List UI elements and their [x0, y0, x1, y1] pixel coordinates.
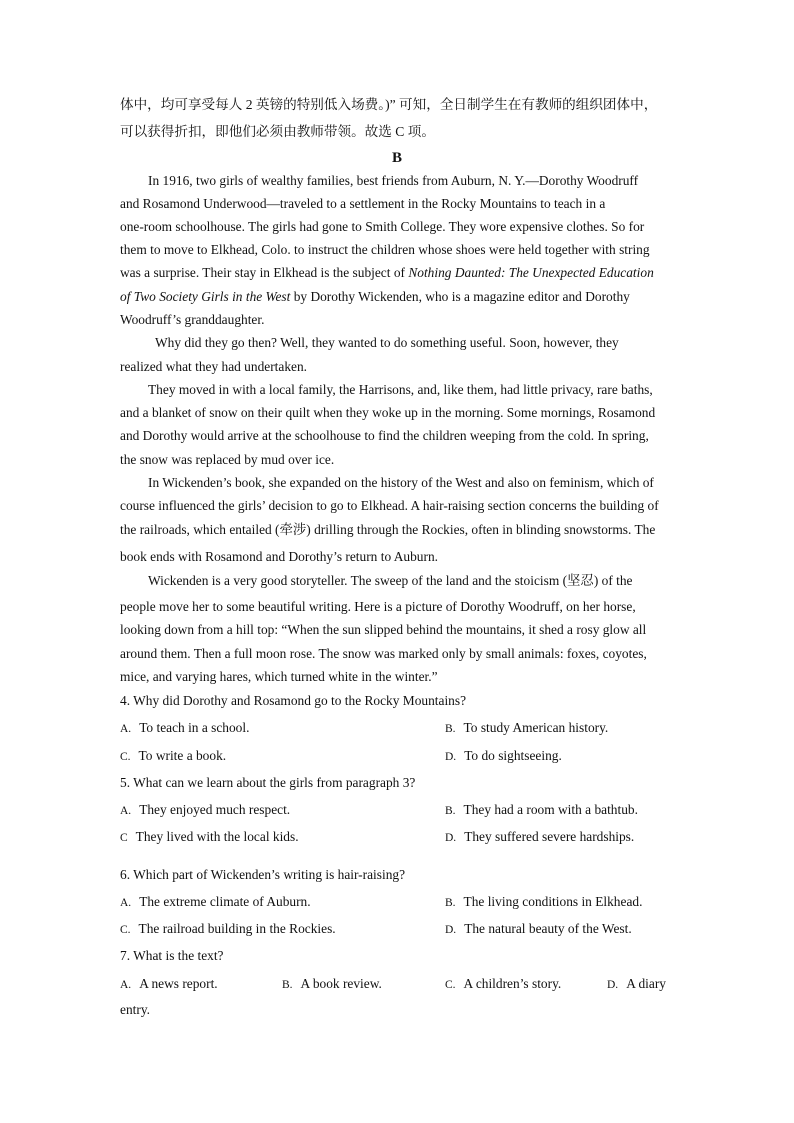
- option-text: They had a room with a bathtub.: [463, 802, 638, 817]
- passage-p5-line-3: looking down from a hill top: “When the sun slipped behind the mountains, it shed a rosy glow all: [120, 622, 647, 637]
- option-letter: C: [120, 832, 128, 844]
- question-4-option-c: [120, 747, 226, 766]
- option-text: A diary: [626, 976, 666, 991]
- passage-p4-line-3: the railroads, which entailed (牵涉) drilling through the Rockies, often in blinding snowstorms. The: [120, 522, 656, 537]
- option-text: A book review.: [300, 976, 382, 991]
- question-6-option-c: [120, 920, 336, 939]
- question-5-option-a: [120, 801, 290, 820]
- option-text: They lived with the local kids.: [135, 829, 299, 844]
- question-4-option-d: [445, 747, 562, 766]
- passage-p1-line-7: Woodruff’s granddaughter.: [120, 312, 265, 327]
- option-text: A news report.: [139, 976, 218, 991]
- passage-p1-line-5-text: was a surprise. Their stay in Elkhead is the subject of: [120, 265, 409, 280]
- passage-p1-line-5: [120, 264, 676, 282]
- option-letter: B.: [445, 723, 456, 735]
- question-7-stem: 7. What is the text?: [120, 948, 224, 963]
- intro-line-2: 可以获得折扣，即他们必须由教师带领。故选 C 项。: [120, 124, 435, 139]
- option-letter: B.: [282, 979, 293, 991]
- option-text: They suffered severe hardships.: [464, 829, 635, 844]
- question-5-option-d: [445, 828, 634, 847]
- question-4-option-b: [445, 719, 608, 738]
- option-letter: A.: [120, 979, 132, 991]
- passage-p1-line-6-text: by Dorothy Wickenden, who is a magazine editor and Dorothy: [290, 289, 630, 304]
- option-letter: C.: [445, 979, 456, 991]
- passage-p2-line-1: Why did they go then? Well, they wanted to do something useful. Soon, however, they: [155, 335, 619, 350]
- question-6-option-b: [445, 893, 642, 912]
- passage-p1-line-4: them to move to Elkhead, Colo. to instruct the children whose shoes were held together with string: [120, 242, 650, 257]
- passage-p1-line-6: [120, 288, 676, 306]
- question-7-option-c: [445, 975, 561, 994]
- passage-p3-line-1: They moved in with a local family, the Harrisons, and, like them, had little privacy, rare baths,: [148, 382, 653, 397]
- passage-p4-line-2: course influenced the girls’ decision to go to Elkhead. A hair-raising section concerns the building of: [120, 498, 659, 513]
- passage-p3-line-3: and Dorothy would arrive at the schoolhouse to find the children weeping from the cold. In spring,: [120, 428, 649, 443]
- option-letter: B.: [445, 897, 456, 909]
- book-title-part-1: Nothing Daunted: The Unexpected Education: [408, 265, 654, 280]
- option-letter: D.: [445, 751, 457, 763]
- option-text: The living conditions in Elkhead.: [463, 894, 643, 909]
- intro-line-1: 体中，均可享受每人 2 英镑的特别低入场费。)” 可知，全日制学生在有教师的组织团体中，: [120, 97, 658, 112]
- option-text: The railroad building in the Rockies.: [138, 921, 336, 936]
- question-6-stem: 6. Which part of Wickenden’s writing is hair-raising?: [120, 867, 406, 882]
- question-7-option-a: [120, 975, 218, 994]
- question-5-option-b: [445, 801, 638, 820]
- question-7-option-b: [282, 975, 382, 994]
- question-6-option-a: [120, 893, 311, 912]
- question-5-option-c: [120, 828, 299, 847]
- passage-p5-line-1: Wickenden is a very good storyteller. The sweep of the land and the stoicism (坚忍) of the: [148, 573, 633, 588]
- option-text: A children’s story.: [463, 976, 562, 991]
- passage-p5-line-2: people move her to some beautiful writing. Here is a picture of Dorothy Woodruff, on her horse,: [120, 599, 636, 614]
- passage-p4-line-4: book ends with Rosamond and Dorothy’s return to Auburn.: [120, 549, 439, 564]
- option-text: To do sightseeing.: [464, 748, 562, 763]
- option-text: The extreme climate of Auburn.: [139, 894, 311, 909]
- passage-p3-line-4: the snow was replaced by mud over ice.: [120, 452, 335, 467]
- option-letter: D.: [607, 979, 619, 991]
- option-text: The natural beauty of the West.: [464, 921, 632, 936]
- question-7-option-d: [607, 975, 666, 994]
- passage-p5-line-4: around them. Then a full moon rose. The snow was marked only by small animals: foxes, coyotes,: [120, 646, 647, 661]
- option-text: They enjoyed much respect.: [139, 802, 291, 817]
- question-6-option-d: [445, 920, 632, 939]
- option-letter: C.: [120, 751, 131, 763]
- option-text: To teach in a school.: [139, 720, 250, 735]
- option-text: To study American history.: [463, 720, 609, 735]
- passage-p3-line-2: and a blanket of snow on their quilt when they woke up in the morning. Some mornings, Rosamond: [120, 405, 656, 420]
- question-4-stem: 4. Why did Dorothy and Rosamond go to the Rocky Mountains?: [120, 693, 467, 708]
- passage-p1-line-1: In 1916, two girls of wealthy families, best friends from Auburn, N. Y.—Dorothy Woodruff: [148, 173, 639, 188]
- question-5-stem: 5. What can we learn about the girls from paragraph 3?: [120, 775, 416, 790]
- option-letter: A.: [120, 897, 132, 909]
- option-text: To write a book.: [138, 748, 227, 763]
- question-7-option-d-continued: entry.: [120, 1002, 150, 1017]
- option-letter: D.: [445, 832, 457, 844]
- option-letter: B.: [445, 805, 456, 817]
- question-4-option-a: [120, 719, 249, 738]
- passage-p2-line-2: realized what they had undertaken.: [120, 359, 308, 374]
- book-title-part-2: of Two Society Girls in the West: [120, 289, 291, 304]
- passage-p1-line-3: one-room schoolhouse. The girls had gone to Smith College. They wore expensive clothes. So for: [120, 219, 645, 234]
- option-letter: A.: [120, 805, 132, 817]
- option-letter: A.: [120, 723, 132, 735]
- section-title: B: [391, 150, 402, 166]
- option-letter: C.: [120, 924, 131, 936]
- passage-p4-line-1: In Wickenden’s book, she expanded on the history of the West and also on feminism, which of: [148, 475, 654, 490]
- passage-p1-line-2: and Rosamond Underwood—traveled to a settlement in the Rocky Mountains to teach in a: [120, 196, 606, 211]
- passage-p5-line-5: mice, and varying hares, which turned white in the winter.”: [120, 669, 438, 684]
- option-letter: D.: [445, 924, 457, 936]
